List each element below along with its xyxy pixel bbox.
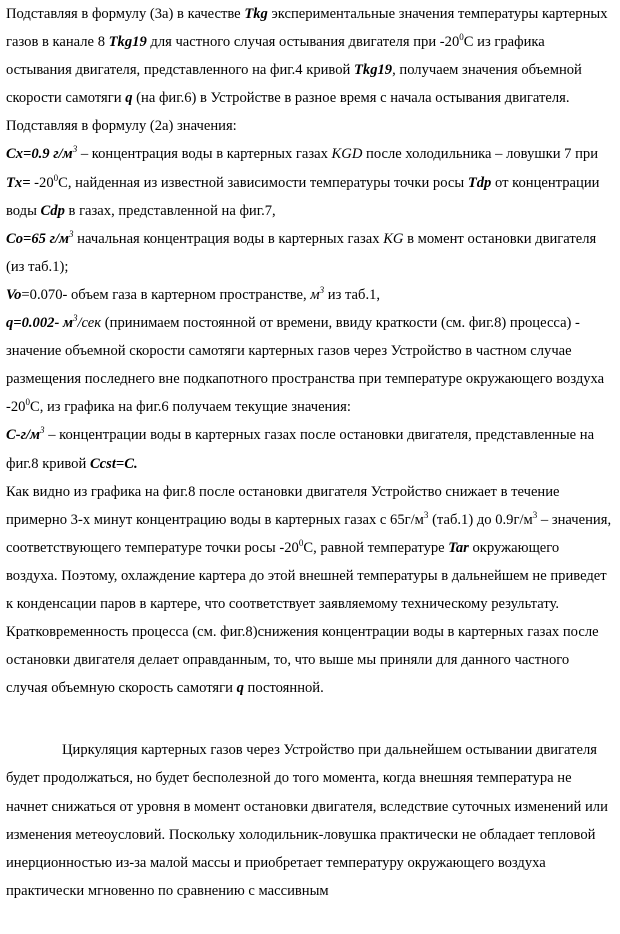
symbol-q: q: [125, 90, 133, 107]
text: – концентрации воды в картерных газах после остановки двигателя, представленные на фиг.8 кривой: [6, 427, 595, 472]
symbol-tdp: Tdp: [467, 174, 492, 191]
text: постоянной.: [243, 680, 324, 697]
text: Подставляя в формулу (3а) в качестве: [6, 6, 245, 22]
text: окружающего воздуха. Поэтому, охлаждение картера до этой внешней температуры в дальнейшем не приведет к конденсации паров в картере, что соответствует заявляемому техническому результату.: [6, 539, 607, 612]
superscript-degree: 0: [25, 397, 30, 408]
superscript-degree: 0: [459, 32, 464, 43]
superscript: 3: [69, 228, 74, 239]
text: Кратковременность процесса (см. фиг.8)снижения концентрации воды в картерных газах после остановки двигателя делает оправданным, то, что выше мы приняли для данного частного случая объемную скорость самотяги: [6, 624, 599, 697]
paragraph-co: [6, 225, 614, 281]
paragraph-c: [6, 421, 614, 477]
symbol-cx: Cx=0.9 г/м: [6, 146, 73, 163]
symbol-tkg19: Tkg19: [108, 34, 147, 51]
paragraph-gap: [6, 702, 614, 736]
text: в момент остановки двигателя (из таб.1);: [6, 230, 597, 275]
text: – концентрация воды в картерных газах: [77, 146, 332, 163]
text: – значения, соответствующего температуре точки росы -20: [6, 511, 612, 556]
paragraph-short-duration: [6, 618, 614, 702]
text: в газах, представленной на фиг.7,: [64, 202, 276, 219]
symbol-q: q=0.002- м: [6, 315, 73, 332]
text: =0.070- объем газа в картерном пространстве,: [21, 286, 311, 303]
text: (принимаем постоянной от времени, ввиду краткости (см. фиг.8) процесса) - значение объемной скорости самотяги картерных газов через Устройство в частном случае размещения последнего вне подкапотного пространства при температуре окружающего воздуха -20: [6, 315, 605, 416]
text: от концентрации воды: [6, 174, 600, 219]
superscript-degree: 0: [53, 172, 59, 183]
unit: /сек: [77, 315, 102, 332]
symbol-tar: Tar: [448, 539, 469, 556]
text: экспериментальные значения температуры картерных газов в канале 8: [6, 6, 608, 51]
paragraph-vo: [6, 281, 614, 309]
superscript: 3: [72, 313, 78, 324]
text: -20: [30, 174, 54, 191]
symbol-c: C-г/м: [6, 427, 41, 444]
symbol-tkg: Tkg: [244, 6, 268, 22]
paragraph-graph-conclusion: [6, 478, 614, 618]
text: из таб.1,: [324, 286, 381, 303]
symbol-kgd: KGD: [331, 146, 363, 163]
text: С, равной температуре: [303, 539, 449, 556]
superscript: 3: [72, 144, 78, 155]
text: С, найденная из известной зависимости температуры точки росы: [58, 174, 468, 191]
text: Циркуляция картерных газов через Устройство при дальнейшем остывании двигателя будет продолжаться, но будет бесполезной до того момента, когда внешняя температура не начнет снижаться от уровня в момент остановки двигателя, вследствие суточных изменений или изменения метеоусловий. Поскольку холодильник-ловушка практически не обладает тепловой инерционностью из-за малой массы и приобретает температуру окружающего воздуха практически мгновенно по сравнению с массивным: [6, 742, 608, 899]
text: начальная концентрация воды в картерных газах: [73, 230, 384, 247]
paragraph-circulation: [6, 736, 614, 905]
symbol-cdp: Cdp: [40, 202, 65, 219]
unit: м: [310, 286, 320, 303]
text: Подставляя в формулу (2а) значения:: [6, 118, 237, 135]
superscript: 3: [423, 509, 429, 520]
text: после холодильника – ловушки 7 при: [362, 146, 599, 163]
text: (на фиг.6) в Устройстве в разное время с начала остывания двигателя.: [132, 90, 570, 107]
paragraph-formula-2a: [6, 112, 614, 140]
paragraph-q: [6, 309, 614, 421]
text: , получаем значения объемной скорости самотяги: [6, 62, 582, 107]
superscript: 3: [40, 425, 45, 436]
superscript-degree: 0: [298, 537, 304, 548]
symbol-vo: Vo: [6, 286, 22, 303]
superscript: 3: [319, 285, 325, 296]
superscript: 3: [532, 509, 538, 520]
text: для частного случая остывания двигателя при -20: [146, 34, 460, 51]
text: С, из графика на фиг.6 получаем текущие значения:: [29, 399, 351, 416]
symbol-tx: Tx=: [6, 174, 31, 191]
text: Как видно из графика на фиг.8 после остановки двигателя Устройство снижает в течение примерно 3-х минут концентрацию воды в картерных газах с 65г/м: [6, 483, 560, 528]
paragraph-cx: [6, 140, 614, 224]
symbol-kg: KG: [383, 230, 404, 247]
symbol-ccst: Ccst=C.: [89, 455, 138, 472]
symbol-q: q: [236, 680, 244, 697]
paragraph-formula-3a: [6, 0, 614, 112]
text: С из графика остывания двигателя, представленного на фиг.4 кривой: [6, 34, 545, 79]
symbol-co: Co=65 г/м: [6, 230, 70, 247]
symbol-tkg19: Tkg19: [353, 62, 393, 79]
text: (таб.1) до 0.9г/м: [428, 511, 533, 528]
